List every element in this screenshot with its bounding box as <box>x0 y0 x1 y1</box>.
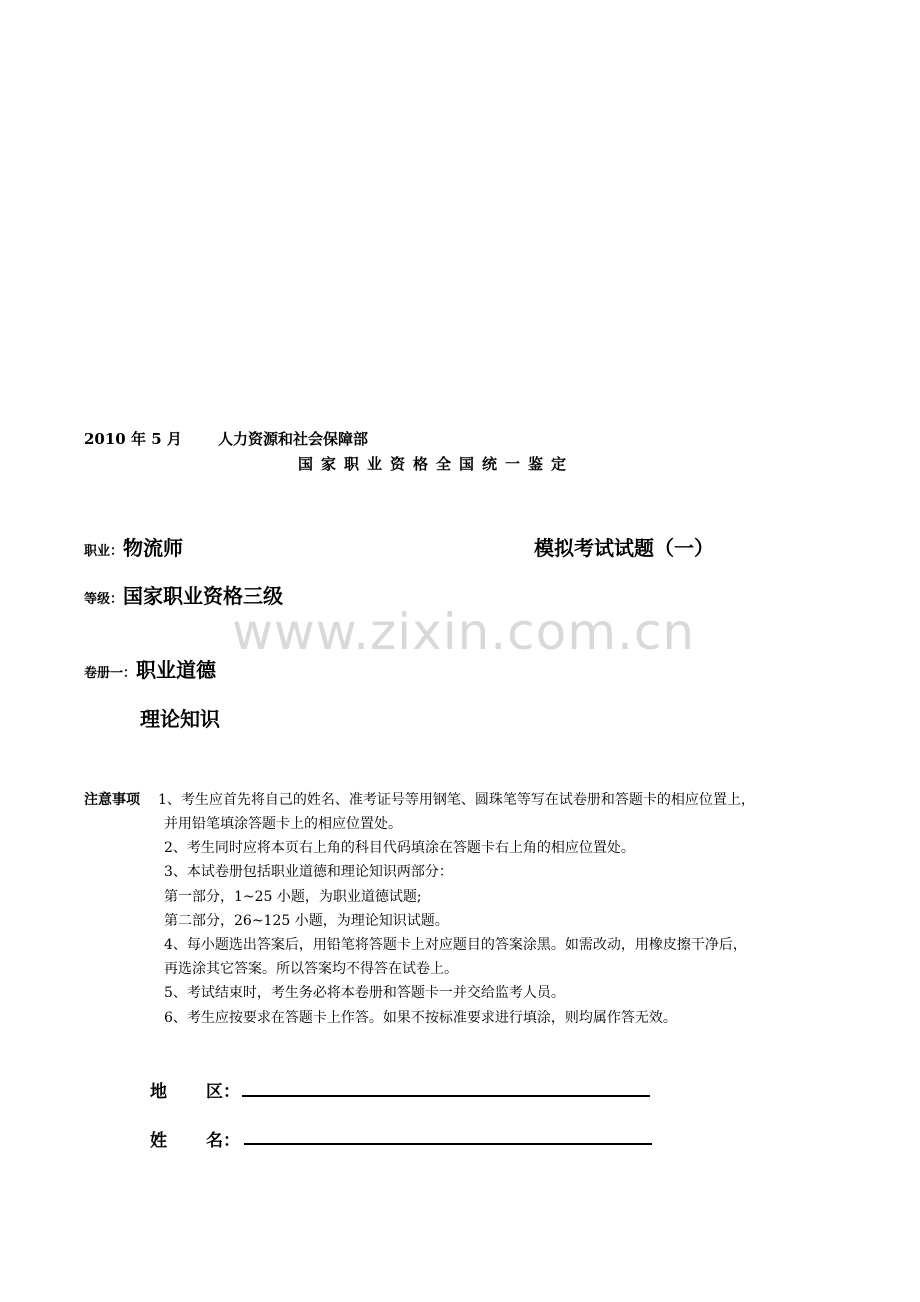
volume-value-line2: 理论知识 <box>140 707 220 731</box>
profession-row <box>84 532 183 561</box>
notes-item: 6、考生应按要求在答题卡上作答。如果不按标准要求进行填涂，则均属作答无效。 <box>164 1010 677 1026</box>
exam-date: 2010 年 5 月 <box>84 430 182 448</box>
region-label-char2: 区： <box>206 1082 240 1102</box>
region-label-char1: 地 <box>150 1082 167 1102</box>
notes-item: 并用铅笔填涂答题卡上的相应位置处。 <box>164 816 402 832</box>
notes-item: 3、本试卷册包括职业道德和理论知识两部分： <box>164 864 453 880</box>
name-label-char2: 名： <box>206 1131 240 1151</box>
notes-item: 5、考试结束时，考生务必将本卷册和答题卡一并交给监考人员。 <box>164 985 565 1001</box>
notes-item: 1、考生应首先将自己的姓名、准考证号等用钢笔、圆珠笔等写在试卷册和答题卡的相应位置上， <box>158 792 755 808</box>
notes-item: 2、考生同时应将本页右上角的科目代码填涂在答题卡右上角的相应位置处。 <box>164 840 635 856</box>
notes-section <box>84 788 844 1038</box>
volume-value-line1: 职业道德 <box>136 658 217 682</box>
level-value: 国家职业资格三级 <box>123 584 284 608</box>
notes-item: 第二部分，26~125 小题，为理论知识试题。 <box>164 913 449 929</box>
profession-value: 物流师 <box>123 536 184 560</box>
notes-label: 注意事项 <box>84 792 140 808</box>
name-label-char1: 姓 <box>150 1131 167 1151</box>
notes-item: 再选涂其它答案。所以答案均不得答在试卷上。 <box>164 961 458 977</box>
profession-label: 职业： <box>84 544 124 559</box>
exam-title: 模拟考试试题（一） <box>534 536 714 560</box>
volume-label: 卷册一： <box>84 666 137 681</box>
level-label: 等级： <box>84 592 124 607</box>
ministry-name: 人力资源和社会保障部 <box>218 430 369 448</box>
region-input-line[interactable] <box>242 1095 650 1097</box>
name-input-line[interactable] <box>244 1143 652 1145</box>
notes-item: 第一部分，1~25 小题，为职业道德试题; <box>164 889 422 905</box>
name-field-label <box>150 1126 240 1150</box>
watermark: www.zixin.com.cn <box>232 603 696 661</box>
notes-item: 4、每小题选出答案后，用铅笔将答题卡上对应题目的答案涂黑。如需改动，用橡皮擦干净后， <box>164 937 747 953</box>
exam-subtitle: 国家职业资格全国统一鉴定 <box>298 455 575 473</box>
volume-row <box>84 654 216 683</box>
region-field-label <box>150 1077 240 1101</box>
